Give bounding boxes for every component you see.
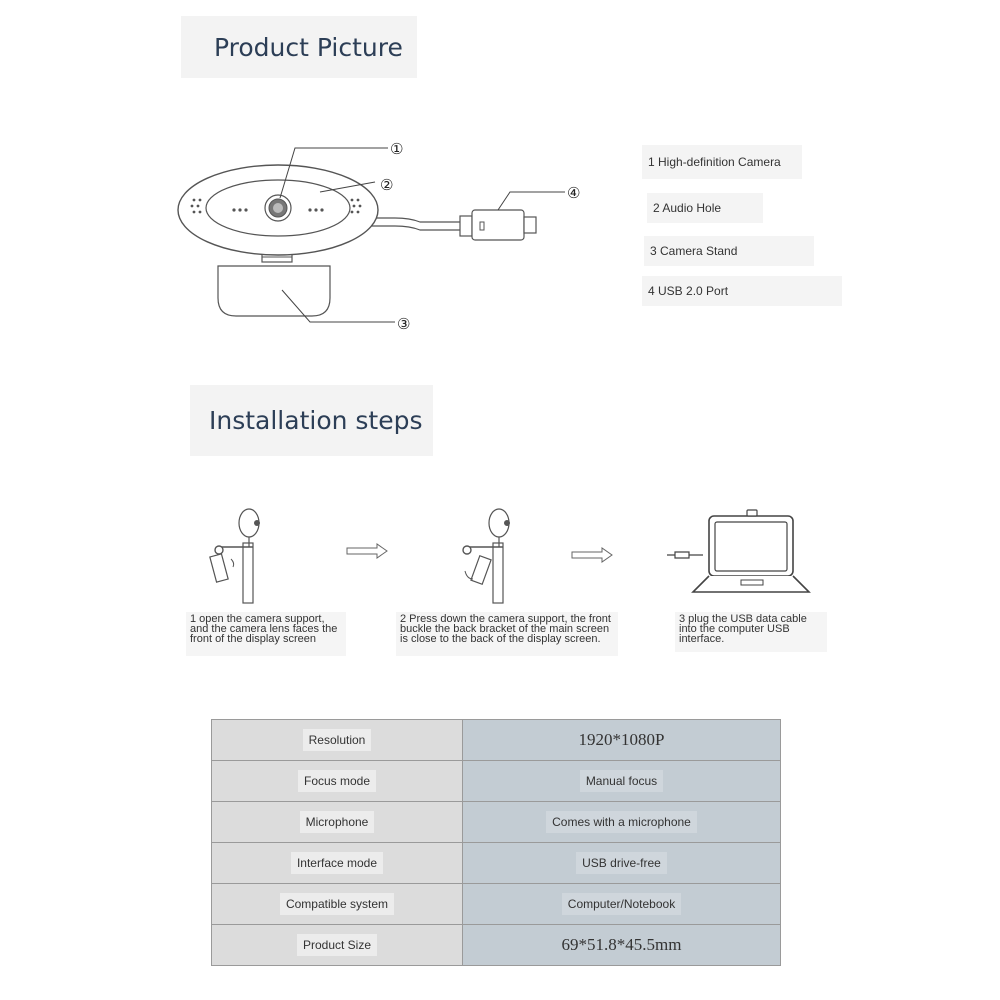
table-row <box>212 802 781 843</box>
legend-item-2 <box>647 193 763 223</box>
legend-label: 3 Camera Stand <box>650 244 738 258</box>
callout-2: ② <box>380 176 394 194</box>
spec-key-label: Compatible system <box>280 893 394 915</box>
spec-key-label: Focus mode <box>298 770 376 792</box>
spec-value <box>463 925 781 966</box>
spec-value <box>463 802 781 843</box>
arrow-right-icon <box>345 542 390 560</box>
callout-3: ③ <box>397 315 411 333</box>
product-picture-heading: Product Picture <box>214 32 403 62</box>
spec-value-label: Comes with a microphone <box>546 811 697 833</box>
spec-value-label: 1920*1080P <box>578 730 665 749</box>
step-3-text: 3 plug the USB data cable into the computer USB interface. <box>679 613 807 645</box>
spec-value <box>463 761 781 802</box>
spec-value-label: Manual focus <box>580 770 663 792</box>
step-2-illustration <box>455 505 525 605</box>
spec-value-label: USB drive-free <box>576 852 667 874</box>
spec-key-label: Resolution <box>303 729 372 751</box>
legend-item-3 <box>644 236 814 266</box>
spec-key <box>212 761 463 802</box>
legend-label: 1 High-definition Camera <box>648 155 781 169</box>
camera-stand-shape <box>218 266 330 316</box>
step-1-illustration <box>205 505 275 605</box>
table-row <box>212 925 781 966</box>
spec-key-label: Microphone <box>300 811 375 833</box>
step-2-text: 2 Press down the camera support, the front buckle the back bracket of the main screen is close to the back of the display screen. <box>400 613 611 645</box>
table-row <box>212 843 781 884</box>
spec-key <box>212 884 463 925</box>
step-3-caption <box>675 612 827 652</box>
installation-heading-box <box>190 385 433 456</box>
legend-label: 4 USB 2.0 Port <box>648 284 729 298</box>
step-2-caption <box>396 612 618 656</box>
spec-value <box>463 720 781 761</box>
spec-key-label: Product Size <box>297 934 377 956</box>
spec-key-label: Interface mode <box>291 852 383 874</box>
spec-value-label: Computer/Notebook <box>562 893 681 915</box>
spec-value-label: 69*51.8*45.5mm <box>561 935 682 954</box>
table-row <box>212 884 781 925</box>
installation-heading: Installation steps <box>209 406 423 435</box>
callout-1: ① <box>390 140 404 158</box>
laptop-icon <box>665 508 815 600</box>
legend-label: 2 Audio Hole <box>653 201 722 215</box>
product-picture-heading-box <box>181 16 417 78</box>
spec-value <box>463 884 781 925</box>
table-row <box>212 720 781 761</box>
spec-key <box>212 802 463 843</box>
arrow-right-icon <box>570 546 615 564</box>
spec-key <box>212 925 463 966</box>
legend-item-1 <box>642 145 802 179</box>
spec-key <box>212 843 463 884</box>
spec-value <box>463 843 781 884</box>
usb-plug-collar <box>460 216 472 236</box>
step-1-caption <box>186 612 346 656</box>
table-row <box>212 761 781 802</box>
specs-table <box>211 719 781 966</box>
webcam-diagram <box>170 130 610 340</box>
legend-item-4 <box>642 276 842 306</box>
step-1-text: 1 open the camera support, and the camera lens faces the front of the display screen <box>190 613 338 645</box>
spec-key <box>212 720 463 761</box>
callout-4: ④ <box>567 184 581 202</box>
